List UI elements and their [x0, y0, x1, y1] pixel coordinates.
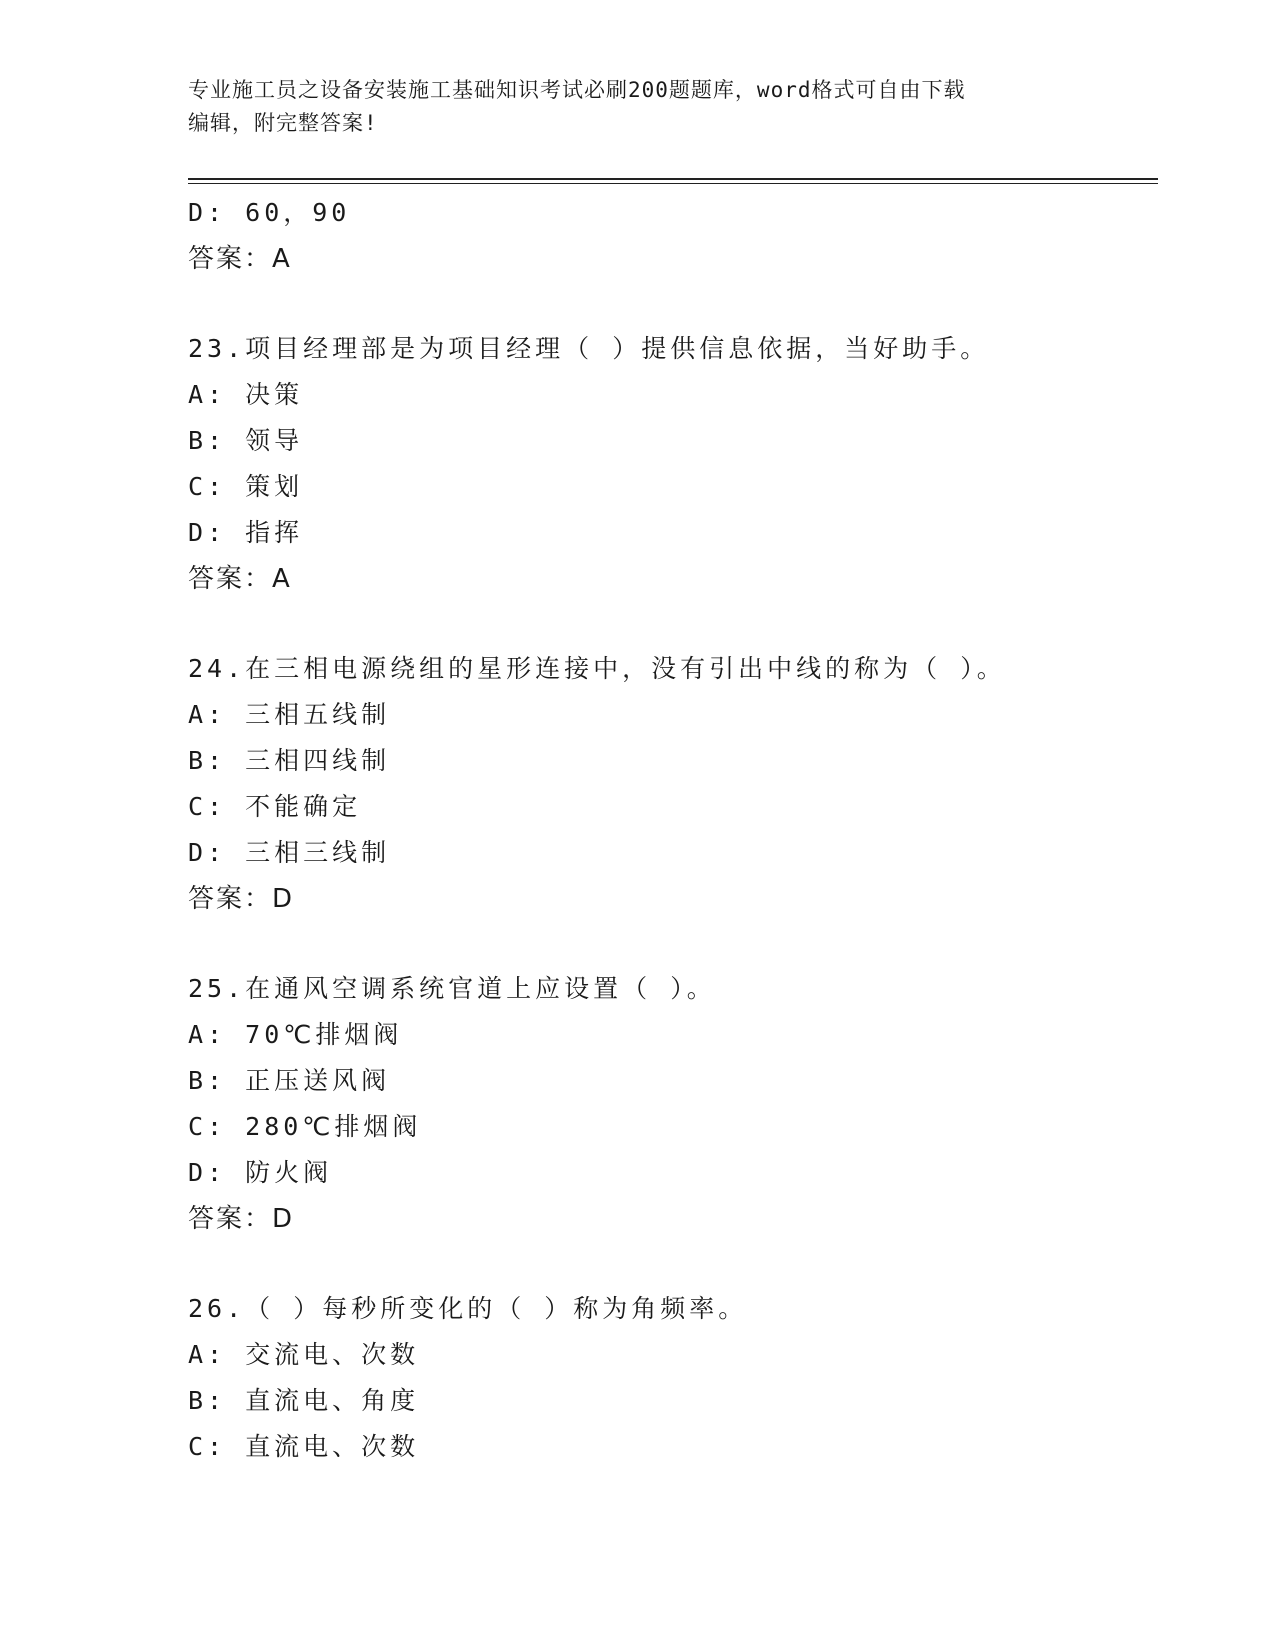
- q24-option-d: D: 三相三线制: [188, 838, 391, 867]
- q23-stem: 23.项目经理部是为项目经理（ ）提供信息依据，当好助手。: [188, 334, 990, 363]
- q23-option-c: C: 策划: [188, 472, 304, 501]
- q22-answer: 答案：A: [188, 244, 292, 274]
- header-line-2: 编辑，附完整答案!: [188, 111, 378, 135]
- question-spacer: [188, 602, 1158, 646]
- q25-option-b: B: 正压送风阀: [188, 1066, 391, 1095]
- q24-option-b: B: 三相四线制: [188, 746, 391, 775]
- q22-option-d: D: 60，90: [188, 198, 351, 227]
- q25-stem: 25.在通风空调系统官道上应设置（ ）。: [188, 974, 716, 1003]
- q26-option-a: A: 交流电、次数: [188, 1340, 420, 1369]
- q25-option-d: D: 防火阀: [188, 1158, 333, 1187]
- q23-option-d: D: 指挥: [188, 518, 304, 547]
- header-line-1: 专业施工员之设备安装施工基础知识考试必刷200题题库，word格式可自由下载: [188, 78, 966, 102]
- question-spacer: [188, 1242, 1158, 1286]
- question-spacer: [188, 282, 1158, 326]
- question-list: [188, 190, 1158, 1470]
- header-divider-thick: [188, 178, 1158, 180]
- q26-option-b: B: 直流电、角度: [188, 1386, 420, 1415]
- q26-option-c: C: 直流电、次数: [188, 1432, 420, 1461]
- q24-stem: 24.在三相电源绕组的星形连接中，没有引出中线的称为（ ）。: [188, 654, 1006, 683]
- q24-option-a: A: 三相五线制: [188, 700, 391, 729]
- q25-answer: 答案：D: [188, 1204, 295, 1234]
- q25-option-a: A: 70℃排烟阀: [188, 1020, 403, 1049]
- document-header: [188, 74, 1088, 140]
- q24-answer: 答案：D: [188, 884, 295, 914]
- q23-option-b: B: 领导: [188, 426, 304, 455]
- q23-option-a: A: 决策: [188, 380, 304, 409]
- q26-stem: 26.（ ）每秒所变化的（ ）称为角频率。: [188, 1294, 748, 1323]
- question-spacer: [188, 922, 1158, 966]
- header-divider-thin: [188, 183, 1158, 184]
- q25-option-c: C: 280℃排烟阀: [188, 1112, 422, 1141]
- q23-answer: 答案：A: [188, 564, 292, 594]
- q24-option-c: C: 不能确定: [188, 792, 362, 821]
